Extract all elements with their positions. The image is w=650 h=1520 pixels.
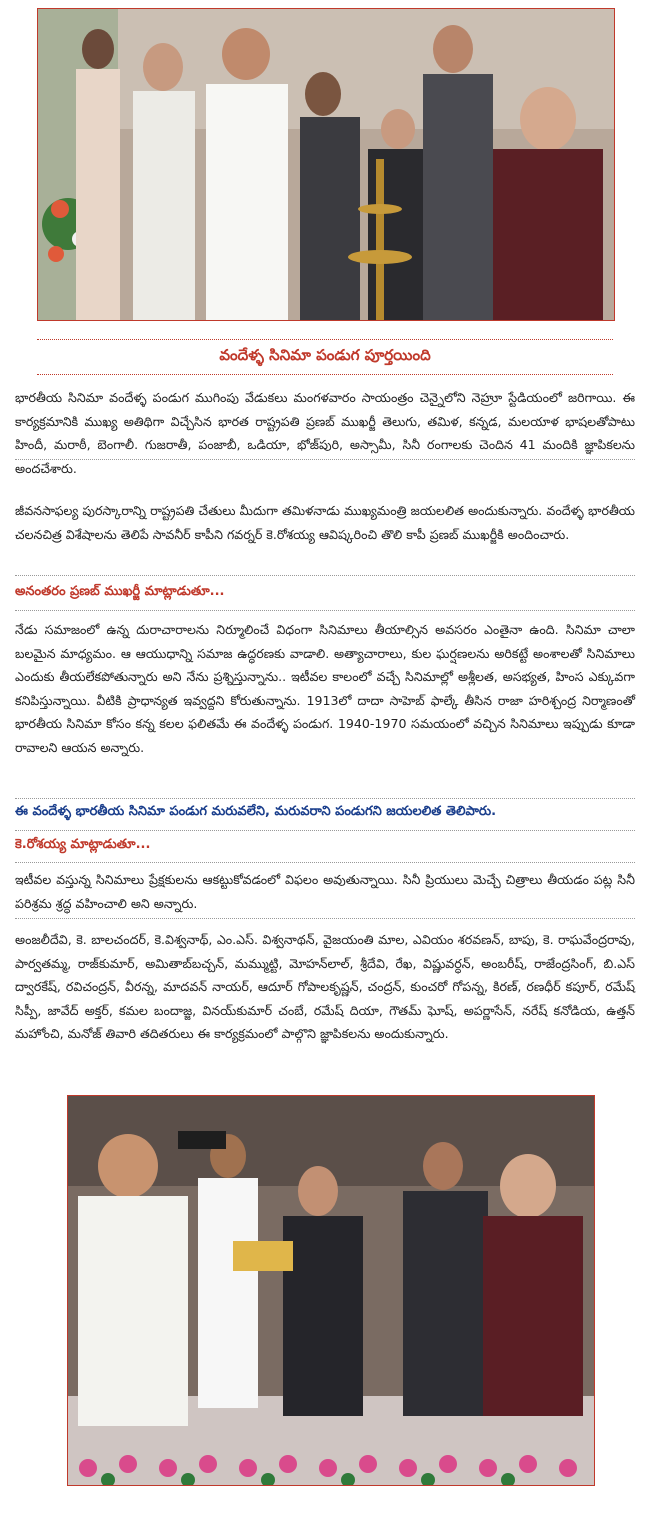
lamp-lighting-photo: [37, 8, 615, 321]
paragraph-5: అంజలీదేవి, కె. బాలచందర్, కె.విశ్వనాథ్, ఎం.ఎస్. విశ్వనాథన్, వైజయంతి మాల, ఎవియం శరవణన్, బాపు, కె. రాఘవేంద్రరావు, పార్వతమ్మ, రాజ్‌కుమార్, అమితాబ్‌బచ్చన్, మమ్ముట్టి, మోహన్‌లాల్, శ్రీదేవి, రేఖ, విష్ణువర్ధన్, అంబరీష్, రాజేంద్రసింగ్, బి.ఎస్ ద్వారకేష్, రవిచంద్రన్, వీరన్న, మాదవన్ నాయర్, ఆదూర్ గోపాలకృష్ణన్, చంద్రన్, కుంచరో గోపన్న, కిరణ్, రణధీర్ కపూర్, రమేష్ సిప్పీ, జావేద్ అక్తర్, కమల బందాజ్జ, వినయ్‌కుమార్ చంబే, రమేష్ దియా, గౌతమ్ ఘోష్, అపర్ణాసేన్, నరేష్ కనోడియ, ఉత్తన్ మహోంచి, మనోజ్ తివారి తదితరులు ఈ కార్యక్రమంలో పాల్గొని జ్ఞాపికలను అందుకున్నారు.: [15, 932, 635, 1041]
divider: [15, 575, 635, 576]
subheading-rosaiah: కె.రోశయ్య మాట్లాడుతూ...: [15, 837, 151, 852]
paragraph-3: నేడు సమాజంలో ఉన్న దురాచారాలను నిర్మూలించే విధంగా సినిమాలు తీయాల్సిన అవసరం ఎంతైనా ఉంది. సినిమా చాలా బలమైన మాధ్యమం. ఆ ఆయుధాన్ని సమాజ ఉద్ధరణకు వాడాలి. అత్యాచారాలు, కుల ఘర్షణలను అరికట్టే అంశాలతో సినిమాలు ఎందుకు తీయలేకపోతున్నారు అని నేను ప్రశ్నిస్తున్నాను.. ఇటీవల కాలంలో వచ్చే సినిమాల్లో అశ్లీలత, అసభ్యత, హింస ఎక్కువగా కనిపిస్తున్నాయి. వీటికి ప్రాధాన్యత ఇవ్వద్దని కోరుతున్నాను. 1913లో దాదా సాహెబ్ ఫాల్కే తీసిన రాజా హరిశ్చంద్ర నిర్మాణంతో భారతీయ సినిమా కోసం కన్న కలల ఫలితమే ఈ వందేళ్ళ పండుగ. 1940-1970 సమయంలో వచ్చిన సినిమాలు ఇప్పుడు కూడా రావాలని ఆయన అన్నారు.: [15, 622, 635, 755]
paragraph-1: భారతీయ సినిమా వందేళ్ళ పండుగ ముగింపు వేడుకలు మంగళవారం సాయంత్రం చెన్నైలోని నెహ్రూ స్టేడియంలో జరిగాయి. ఈ కార్యక్రమానికి ముఖ్య అతిథిగా విచ్చేసిన భారత రాష్ట్రపతి ప్రణబ్ ముఖర్జీ తెలుగు, తమిళ, కన్నడ, మలయాళ భాషలతోపాటు హిందీ, మరాఠీ, బెంగాలీ. గుజరాతీ, పంజాబీ, ఒడియా, భోజ్‌పురి, అస్సామీ, సినీ రంగాలకు చెందిన 41 మందికి జ్ఞాపికలను అందచేశారు.: [15, 390, 635, 476]
paragraph-2: జీవనసాఫల్య పురస్కారాన్ని రాష్ట్రపతి చేతులు మీదుగా తమిళనాడు ముఖ్యమంత్రి జయలలిత అందుకున్నారు. వందేళ్ళ భారతీయ చలనచిత్ర విశేషాలను తెలిపే సావనీర్ కాపీని గవర్నర్ కె.రోశయ్య ఆవిష్కరించి తొలి కాపీ ప్రణబ్ ముఖర్జీకి అందించారు.: [15, 503, 635, 542]
divider: [15, 918, 635, 919]
article-title-box: [37, 339, 613, 375]
subheading-pranab: అనంతరం ప్రణబ్ ముఖర్జీ మాట్లాడుతూ...: [15, 584, 225, 599]
divider: [15, 610, 635, 611]
souvenir-presentation-photo: [67, 1095, 595, 1486]
divider: [15, 798, 635, 799]
article-title: వందేళ్ళ సినిమా పండుగ పూర్తయింది: [219, 346, 431, 364]
paragraph-4: ఇటీవల వస్తున్న సినిమాలు ప్రేక్షకులను ఆకట్టుకోవడంలో విఫలం అవుతున్నాయి. సినీ ప్రియులు మెచ్చే చిత్రాలు తీయడం పట్ల సినీ పరిశ్రమ శ్రద్ధ వహించాలి అని అన్నారు.: [15, 872, 635, 911]
divider: [15, 830, 635, 831]
divider: [15, 459, 635, 460]
jayalalitha-quote: ఈ వందేళ్ళ భారతీయ సినిమా పండుగ మరువలేని, మరువరాని పండుగని జయలలిత తెలిపారు.: [15, 804, 497, 819]
divider: [15, 862, 635, 863]
